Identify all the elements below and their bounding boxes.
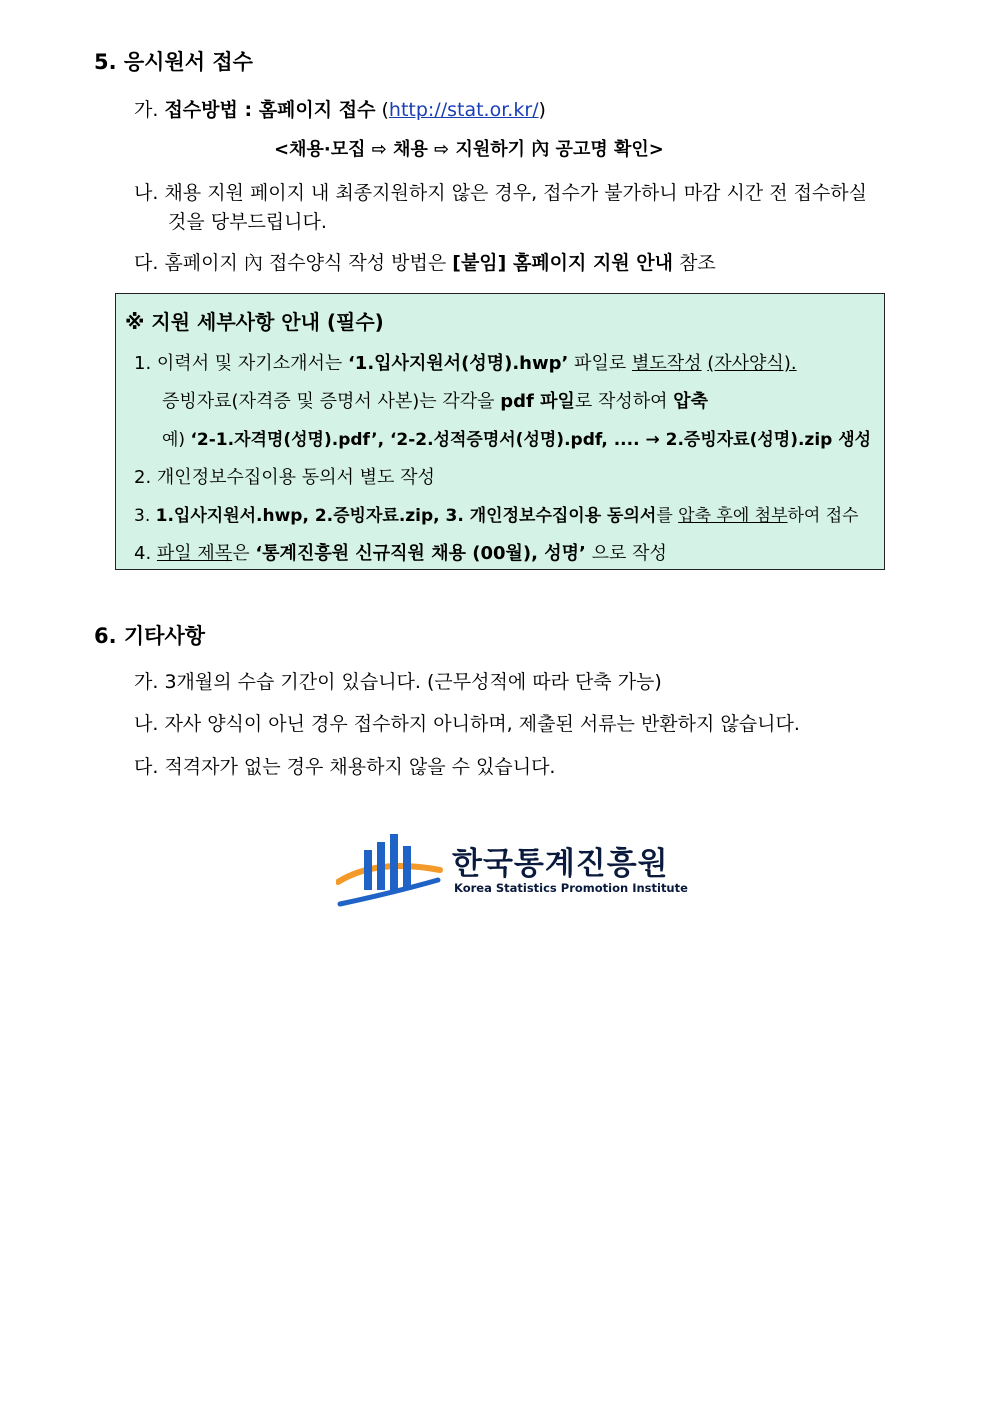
item1-u1: 별도작성 [631, 353, 702, 374]
kostat-logo [336, 830, 688, 910]
item1-l3-b1: ‘2-1.자격명(성명).pdf’, ‘2-2.성적증명서(성명).pdf, .... → 2.증빙자료(성명).zip 생성 [190, 430, 872, 450]
logo-subtitle: Korea Statistics Promotion Institute [454, 881, 688, 895]
item-number: 3. [134, 506, 151, 526]
item-text: 3개월의 수습 기간이 있습니다. (근무성적에 따라 단축 가능) [164, 671, 662, 693]
item-prefix: 다. [134, 756, 159, 778]
item3-t2: 하여 접수 [787, 506, 859, 526]
item-prefix: 가. [134, 671, 159, 693]
item-number: 2. [134, 467, 152, 488]
method-label: 접수방법 : 홈페이지 접수 [164, 99, 376, 121]
item-prefix: 나. [134, 182, 159, 204]
item-text: 자사 양식이 아닌 경우 접수하지 아니하며, 제출된 서류는 반환하지 않습니다. [164, 713, 800, 735]
section6-item-a [134, 667, 662, 694]
notice-box [115, 293, 885, 570]
notice-item-1-line3 [162, 425, 871, 450]
logo-mark-icon [336, 830, 446, 910]
apply-path: <채용·모집 ⇨ 채용 ⇨ 지원하기 內 공고명 확인> [274, 139, 664, 160]
url-close: ) [538, 99, 546, 121]
section5-title: 5. 응시원서 접수 [94, 50, 253, 74]
url-open: ( [381, 99, 389, 121]
item1-t2: 파일로 [568, 353, 632, 374]
item4-b1: ‘통계진흥원 신규직원 채용 (00월), 성명’ [255, 543, 586, 564]
logo-name: 한국통계진흥원 [452, 846, 669, 882]
section6-title: 6. 기타사항 [94, 624, 206, 648]
item1-u2: (자사양식). [707, 353, 797, 374]
item1-b1: ‘1.입사지원서(성명).hwp’ [347, 353, 569, 374]
item4-t1: 은 [232, 543, 256, 564]
section5-item-c [134, 248, 716, 275]
item-b-line2: 것을 당부드립니다. [168, 211, 327, 233]
item1-l2-b1: pdf 파일 [500, 391, 575, 412]
item4-u1: 파일 제목 [156, 543, 233, 564]
item3-b1: 1.입사지원서.hwp, 2.증빙자료.zip, 3. 개인정보수집이용 동의서 [155, 506, 657, 526]
notice-title: ※ 지원 세부사항 안내 (필수) [125, 310, 384, 334]
item-number: 1. [134, 353, 152, 374]
section6-item-b [134, 709, 800, 736]
homepage-link[interactable]: http://stat.or.kr/ [388, 99, 539, 121]
section5-item-b [134, 178, 867, 205]
notice-item-1 [134, 349, 797, 375]
item3-u1: 압축 후에 첨부 [678, 506, 788, 526]
item-prefix: 다. [134, 252, 159, 274]
item1-t1: 이력서 및 자기소개서는 [156, 353, 348, 374]
notice-item-4 [134, 539, 667, 565]
notice-item-1-line2 [162, 387, 708, 413]
item-c-bold: [붙임] 홈페이지 지원 안내 [452, 252, 674, 274]
item1-l2-t1: 증빙자료(자격증 및 증명서 사본)는 각각을 [162, 391, 501, 412]
item-c-text1: 홈페이지 內 접수양식 작성 방법은 [164, 252, 453, 274]
notice-item-3 [134, 501, 859, 526]
section5-item-a [134, 95, 546, 122]
item-b-line1: 채용 지원 페이지 내 최종지원하지 않은 경우, 접수가 불가하니 마감 시간 전 접수하실 [164, 182, 868, 204]
section6-item-c [134, 752, 555, 779]
item1-l2-b2: 압축 [673, 391, 709, 412]
notice-item-2 [134, 463, 435, 489]
item4-t2: 으로 작성 [585, 543, 667, 564]
item1-l2-t2: 로 작성하여 [574, 391, 674, 412]
item2-text: 개인정보수집이용 동의서 별도 작성 [156, 467, 435, 488]
item-c-text2: 참조 [673, 252, 716, 274]
item-text: 적격자가 없는 경우 채용하지 않을 수 있습니다. [164, 756, 556, 778]
item3-t1: 를 [656, 506, 679, 526]
item-number: 4. [134, 543, 152, 564]
item-prefix: 나. [134, 713, 159, 735]
item1-l3-t1: 예) [162, 430, 191, 450]
item-prefix: 가. [134, 99, 159, 121]
